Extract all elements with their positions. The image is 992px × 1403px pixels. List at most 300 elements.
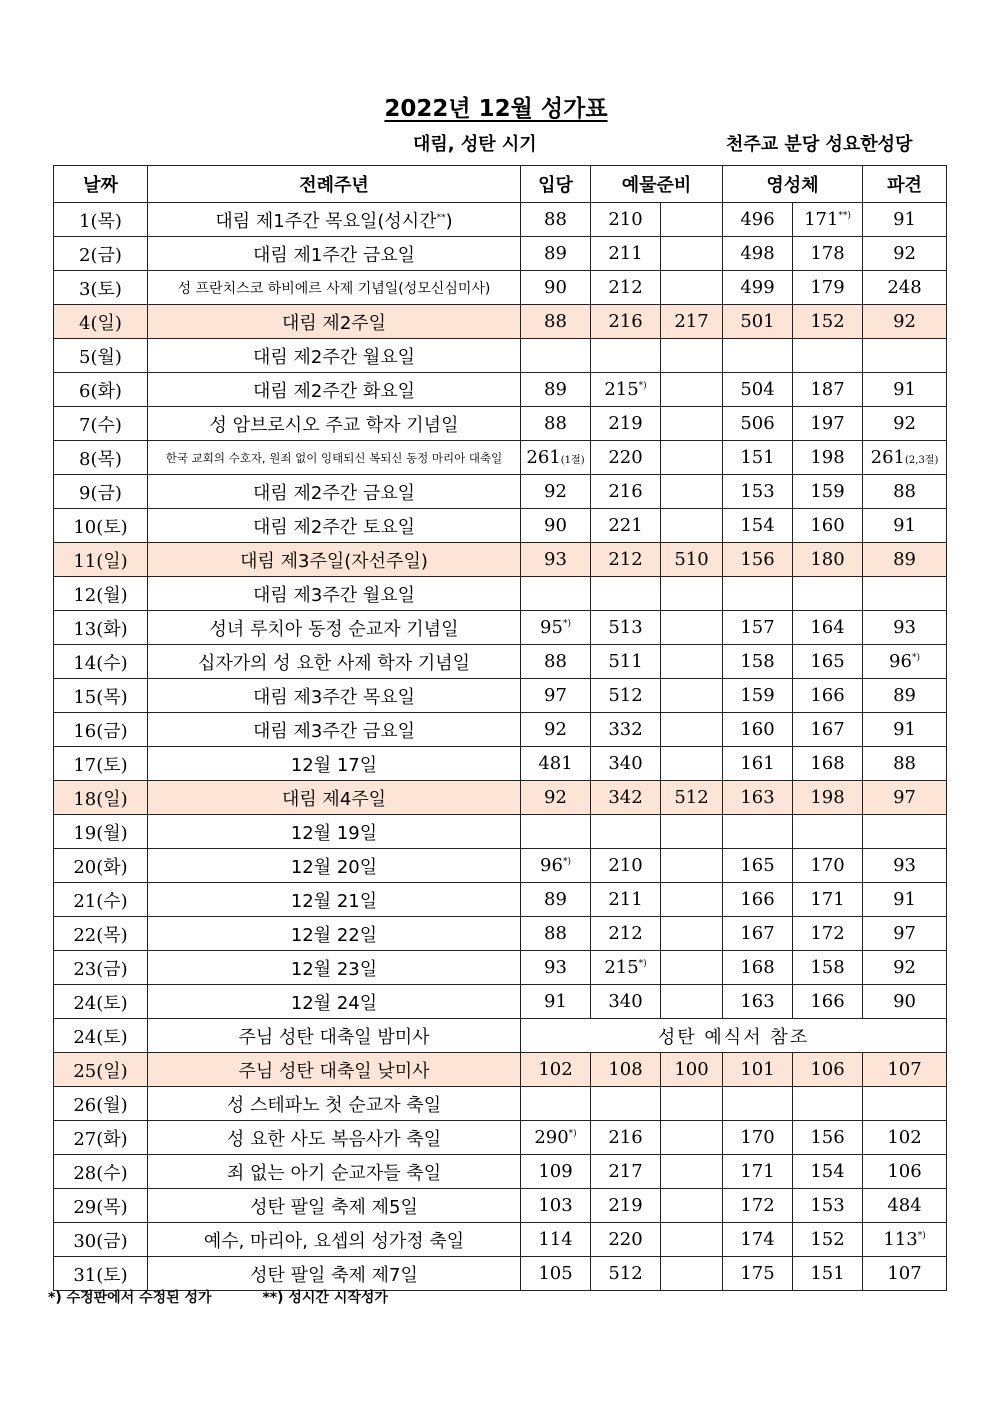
recessional-hymn: 93 [863,849,947,883]
communion-hymn-2: 164 [793,611,863,645]
recessional-hymn: 97 [863,781,947,815]
offertory-hymn-1: 340 [591,985,661,1019]
communion-hymn-1: 156 [723,543,793,577]
communion-hymn-2: 198 [793,781,863,815]
communion-hymn-2: 197 [793,407,863,441]
table-row [54,917,947,951]
entrance-hymn: 92 [521,475,591,509]
entrance-hymn: 92 [521,713,591,747]
table-row [54,1087,947,1121]
offertory-hymn-2 [661,1189,723,1223]
offertory-hymn-1: 219 [591,407,661,441]
feast-cell: 성녀 루치아 동정 순교자 기념일 [148,611,521,645]
feast-cell: 대림 제3주간 월요일 [148,577,521,611]
offertory-hymn-2 [661,441,723,475]
communion-hymn-1: 501 [723,305,793,339]
entrance-hymn [521,577,591,611]
entrance-hymn: 88 [521,407,591,441]
offertory-hymn-1: 215*) [591,951,661,985]
feast-cell: 대림 제2주일 [148,305,521,339]
offertory-hymn-1: 219 [591,1189,661,1223]
offertory-hymn-1: 332 [591,713,661,747]
communion-hymn-2: 156 [793,1121,863,1155]
feast-cell: 대림 제3주간 금요일 [148,713,521,747]
recessional-hymn: 89 [863,679,947,713]
table-row [54,985,947,1019]
offertory-hymn-2 [661,373,723,407]
communion-hymn-1: 167 [723,917,793,951]
table-row [54,237,947,271]
offertory-hymn-2 [661,1121,723,1155]
communion-hymn-1: 504 [723,373,793,407]
offertory-hymn-1: 210 [591,849,661,883]
recessional-hymn: 91 [863,883,947,917]
offertory-hymn-1: 512 [591,679,661,713]
entrance-hymn: 481 [521,747,591,781]
entrance-hymn: 93 [521,951,591,985]
table-row [54,1053,947,1087]
table-row [54,815,947,849]
recessional-hymn: 106 [863,1155,947,1189]
offertory-hymn-1: 210 [591,203,661,237]
date-cell: 17(토) [54,747,148,781]
table-row [54,1189,947,1223]
date-cell: 3(토) [54,271,148,305]
recessional-hymn: 91 [863,373,947,407]
date-cell: 15(목) [54,679,148,713]
offertory-hymn-1 [591,339,661,373]
offertory-hymn-1: 216 [591,1121,661,1155]
feast-cell: 대림 제1주간 금요일 [148,237,521,271]
date-cell: 26(월) [54,1087,148,1121]
date-cell: 28(수) [54,1155,148,1189]
page-title [0,90,992,123]
offertory-hymn-2 [661,475,723,509]
table-row [54,781,947,815]
communion-hymn-2: 168 [793,747,863,781]
communion-hymn-2: 159 [793,475,863,509]
communion-hymn-2 [793,815,863,849]
offertory-hymn-2 [661,985,723,1019]
communion-hymn-1: 174 [723,1223,793,1257]
offertory-hymn-1: 217 [591,1155,661,1189]
table-row [54,713,947,747]
offertory-hymn-1: 340 [591,747,661,781]
feast-cell: 12월 20일 [148,849,521,883]
feast-cell: 성탄 팔일 축제 제5일 [148,1189,521,1223]
table-row [54,1223,947,1257]
communion-hymn-2: 152 [793,1223,863,1257]
table-row [54,475,947,509]
offertory-hymn-1 [591,815,661,849]
date-cell: 24(토) [54,1019,148,1053]
offertory-hymn-2 [661,645,723,679]
date-cell: 21(수) [54,883,148,917]
offertory-hymn-1: 221 [591,509,661,543]
table-row [54,271,947,305]
offertory-hymn-2 [661,339,723,373]
revision-mark: *) [917,1231,926,1241]
recessional-hymn: 88 [863,747,947,781]
communion-hymn-2: 154 [793,1155,863,1189]
communion-hymn-1: 172 [723,1189,793,1223]
recessional-hymn: 92 [863,237,947,271]
feast-cell: 대림 제4주일 [148,781,521,815]
table-row [54,373,947,407]
entrance-hymn: 114 [521,1223,591,1257]
recessional-hymn: 93 [863,611,947,645]
feast-cell: 성 암브로시오 주교 학자 기념일 [148,407,521,441]
date-cell: 14(수) [54,645,148,679]
communion-hymn-1: 101 [723,1053,793,1087]
communion-hymn-2: 179 [793,271,863,305]
communion-hymn-1: 165 [723,849,793,883]
communion-hymn-1: 499 [723,271,793,305]
date-cell: 8(목) [54,441,148,475]
entrance-hymn: 91 [521,985,591,1019]
recessional-hymn: 107 [863,1257,947,1291]
entrance-hymn: 97 [521,679,591,713]
communion-hymn-1: 160 [723,713,793,747]
feast-cell: 주님 성탄 대축일 낮미사 [148,1053,521,1087]
table-row [54,951,947,985]
communion-hymn-2: 152 [793,305,863,339]
feast-cell: 십자가의 성 요한 사제 학자 기념일 [148,645,521,679]
date-cell: 11(일) [54,543,148,577]
communion-hymn-2: 106 [793,1053,863,1087]
feast-cell: 12월 21일 [148,883,521,917]
communion-hymn-1: 506 [723,407,793,441]
communion-hymn-1: 157 [723,611,793,645]
date-cell: 16(금) [54,713,148,747]
offertory-hymn-2 [661,1087,723,1121]
recessional-hymn: 92 [863,407,947,441]
offertory-hymn-1: 513 [591,611,661,645]
offertory-hymn-1: 211 [591,883,661,917]
table-row [54,1155,947,1189]
recessional-hymn: 261(2,3절) [863,441,947,475]
communion-hymn-2: 165 [793,645,863,679]
header-date: 날짜 [54,166,148,203]
date-cell: 10(토) [54,509,148,543]
date-cell: 29(목) [54,1189,148,1223]
communion-hymn-1 [723,815,793,849]
offertory-hymn-2 [661,849,723,883]
offertory-hymn-1 [591,1087,661,1121]
recessional-hymn: 107 [863,1053,947,1087]
communion-hymn-2: 171 [793,883,863,917]
offertory-hymn-2 [661,917,723,951]
christmas-rite-note: 성탄 예식서 참조 [521,1019,947,1053]
feast-cell: 성 프란치스코 하비에르 사제 기념일(성모신심미사) [148,271,521,305]
communion-hymn-1 [723,1087,793,1121]
header-entrance: 입당 [521,166,591,203]
date-cell: 19(월) [54,815,148,849]
communion-hymn-2 [793,577,863,611]
communion-hymn-2: 170 [793,849,863,883]
entrance-hymn: 88 [521,305,591,339]
date-cell: 7(수) [54,407,148,441]
table-row [54,407,947,441]
offertory-hymn-2 [661,713,723,747]
offertory-hymn-2 [661,679,723,713]
offertory-hymn-1: 215*) [591,373,661,407]
offertory-hymn-2: 512 [661,781,723,815]
recessional-hymn [863,815,947,849]
table-row [54,203,947,237]
date-cell: 18(일) [54,781,148,815]
table-row [54,611,947,645]
table-row [54,849,947,883]
recessional-hymn: 97 [863,917,947,951]
communion-hymn-1: 154 [723,509,793,543]
parish-name: 천주교 분당 성요한성당 [726,134,913,155]
feast-cell: 한국 교회의 수호자, 원죄 없이 잉태되신 복되신 동정 마리아 대축일 [148,441,521,475]
feast-cell: 대림 제3주일(자선주일) [148,543,521,577]
date-cell: 23(금) [54,951,148,985]
entrance-hymn: 89 [521,237,591,271]
date-cell: 31(토) [54,1257,148,1291]
offertory-hymn-1: 220 [591,1223,661,1257]
offertory-hymn-1: 342 [591,781,661,815]
date-cell: 25(일) [54,1053,148,1087]
communion-hymn-2: 158 [793,951,863,985]
feast-cell: 대림 제2주간 토요일 [148,509,521,543]
offertory-hymn-2 [661,1223,723,1257]
communion-hymn-2: 178 [793,237,863,271]
offertory-hymn-1 [591,577,661,611]
feast-cell: 12월 23일 [148,951,521,985]
table-row [54,339,947,373]
communion-hymn-1: 498 [723,237,793,271]
offertory-hymn-1: 220 [591,441,661,475]
recessional-hymn: 88 [863,475,947,509]
offertory-hymn-1: 108 [591,1053,661,1087]
communion-hymn-2: 153 [793,1189,863,1223]
communion-hymn-1: 161 [723,747,793,781]
recessional-hymn: 90 [863,985,947,1019]
date-cell: 12(월) [54,577,148,611]
hymn-table [53,165,947,1291]
entrance-hymn: 290*) [521,1121,591,1155]
revision-mark: **) [838,211,851,221]
communion-hymn-1: 171 [723,1155,793,1189]
feast-cell: 성 스테파노 첫 순교자 축일 [148,1087,521,1121]
offertory-hymn-2 [661,407,723,441]
entrance-hymn: 95*) [521,611,591,645]
offertory-hymn-2 [661,611,723,645]
entrance-hymn: 89 [521,883,591,917]
feast-cell: 대림 제2주간 금요일 [148,475,521,509]
communion-hymn-2: 180 [793,543,863,577]
entrance-hymn: 90 [521,509,591,543]
offertory-hymn-2 [661,951,723,985]
offertory-hymn-2: 510 [661,543,723,577]
entrance-hymn: 88 [521,645,591,679]
table-row [54,441,947,475]
date-cell: 27(화) [54,1121,148,1155]
table-row [54,679,947,713]
communion-hymn-1 [723,339,793,373]
revision-mark: *) [911,653,920,663]
feast-cell: 대림 제2주간 월요일 [148,339,521,373]
feast-cell: 주님 성탄 대축일 밤미사 [148,1019,521,1053]
entrance-hymn [521,1087,591,1121]
feast-cell: 죄 없는 아기 순교자들 축일 [148,1155,521,1189]
offertory-hymn-2 [661,1257,723,1291]
recessional-hymn: 91 [863,509,947,543]
table-row [54,1257,947,1291]
date-cell: 6(화) [54,373,148,407]
communion-hymn-2: 167 [793,713,863,747]
entrance-hymn: 105 [521,1257,591,1291]
feast-cell: 예수, 마리아, 요셉의 성가정 축일 [148,1223,521,1257]
communion-hymn-2: 166 [793,985,863,1019]
table-row [54,509,947,543]
feast-cell: 12월 24일 [148,985,521,1019]
offertory-hymn-1: 211 [591,237,661,271]
offertory-hymn-2 [661,271,723,305]
communion-hymn-1: 175 [723,1257,793,1291]
offertory-hymn-2: 100 [661,1053,723,1087]
date-cell: 22(목) [54,917,148,951]
communion-hymn-1: 151 [723,441,793,475]
revision-mark: *) [638,381,647,391]
entrance-hymn: 88 [521,203,591,237]
communion-hymn-1: 166 [723,883,793,917]
offertory-hymn-1: 212 [591,271,661,305]
header-liturgy: 전례주년 [148,166,521,203]
communion-hymn-1: 168 [723,951,793,985]
entrance-hymn: 96*) [521,849,591,883]
revision-mark: *) [638,959,647,969]
entrance-hymn: 89 [521,373,591,407]
date-cell: 20(화) [54,849,148,883]
communion-hymn-1: 153 [723,475,793,509]
offertory-hymn-1: 216 [591,475,661,509]
recessional-hymn: 91 [863,713,947,747]
recessional-hymn [863,577,947,611]
recessional-hymn [863,339,947,373]
verse-note: (2,3절) [905,455,939,466]
header-communion: 영성체 [723,166,863,203]
feast-cell: 대림 제1주간 목요일(성시간**) [148,203,521,237]
date-cell: 13(화) [54,611,148,645]
communion-hymn-1: 159 [723,679,793,713]
offertory-hymn-1: 212 [591,543,661,577]
entrance-hymn [521,339,591,373]
offertory-hymn-2: 217 [661,305,723,339]
entrance-hymn: 90 [521,271,591,305]
recessional-hymn: 91 [863,203,947,237]
revision-mark: *) [562,857,571,867]
feast-cell: 성 요한 사도 복음사가 축일 [148,1121,521,1155]
feast-cell: 12월 22일 [148,917,521,951]
season-subtitle: 대림, 성탄 시기 [413,134,537,155]
feast-cell: 대림 제2주간 화요일 [148,373,521,407]
recessional-hymn: 92 [863,951,947,985]
offertory-hymn-2 [661,203,723,237]
table-row [54,645,947,679]
offertory-hymn-1: 212 [591,917,661,951]
feast-cell: 12월 19일 [148,815,521,849]
communion-hymn-1: 496 [723,203,793,237]
table-row [54,577,947,611]
table-row [54,883,947,917]
communion-hymn-2: 198 [793,441,863,475]
offertory-hymn-2 [661,577,723,611]
feast-cell: 대림 제3주간 목요일 [148,679,521,713]
entrance-hymn: 92 [521,781,591,815]
table-row [54,1121,947,1155]
communion-hymn-1: 158 [723,645,793,679]
offertory-hymn-2 [661,1155,723,1189]
offertory-hymn-1: 512 [591,1257,661,1291]
communion-hymn-2 [793,339,863,373]
recessional-hymn [863,1087,947,1121]
footnote-revised: *) 수정판에서 수정된 성가 [48,1290,212,1306]
table-body [54,203,947,1291]
date-cell: 5(월) [54,339,148,373]
entrance-hymn: 109 [521,1155,591,1189]
recessional-hymn: 113*) [863,1223,947,1257]
communion-hymn-1: 163 [723,985,793,1019]
entrance-hymn: 93 [521,543,591,577]
communion-hymn-1: 163 [723,781,793,815]
entrance-hymn: 261(1절) [521,441,591,475]
communion-hymn-2: 166 [793,679,863,713]
table-row [54,1019,947,1053]
communion-hymn-2: 171**) [793,203,863,237]
communion-hymn-2 [793,1087,863,1121]
recessional-hymn: 248 [863,271,947,305]
table-row [54,747,947,781]
revision-mark: *) [568,1129,577,1139]
offertory-hymn-2 [661,883,723,917]
recessional-hymn: 92 [863,305,947,339]
header-recessional: 파견 [863,166,947,203]
holy-hour-mark: ** [436,212,446,223]
table-row [54,305,947,339]
communion-hymn-2: 151 [793,1257,863,1291]
offertory-hymn-1: 216 [591,305,661,339]
header-offertory: 예물준비 [591,166,723,203]
offertory-hymn-2 [661,815,723,849]
entrance-hymn: 88 [521,917,591,951]
communion-hymn-2: 172 [793,917,863,951]
offertory-hymn-2 [661,747,723,781]
verse-note: (1절) [560,455,585,466]
table-row [54,543,947,577]
communion-hymn-1: 170 [723,1121,793,1155]
revision-mark: *) [562,619,571,629]
footnote-holy-hour: **) 성시간 시작성가 [262,1290,388,1306]
entrance-hymn: 102 [521,1053,591,1087]
feast-cell: 성탄 팔일 축제 제7일 [148,1257,521,1291]
header-row [54,166,947,203]
communion-hymn-2: 187 [793,373,863,407]
entrance-hymn [521,815,591,849]
date-cell: 30(금) [54,1223,148,1257]
feast-cell: 12월 17일 [148,747,521,781]
communion-hymn-1 [723,577,793,611]
recessional-hymn: 484 [863,1189,947,1223]
offertory-hymn-2 [661,237,723,271]
footnotes [48,1287,434,1307]
date-cell: 9(금) [54,475,148,509]
offertory-hymn-1: 511 [591,645,661,679]
date-cell: 1(목) [54,203,148,237]
